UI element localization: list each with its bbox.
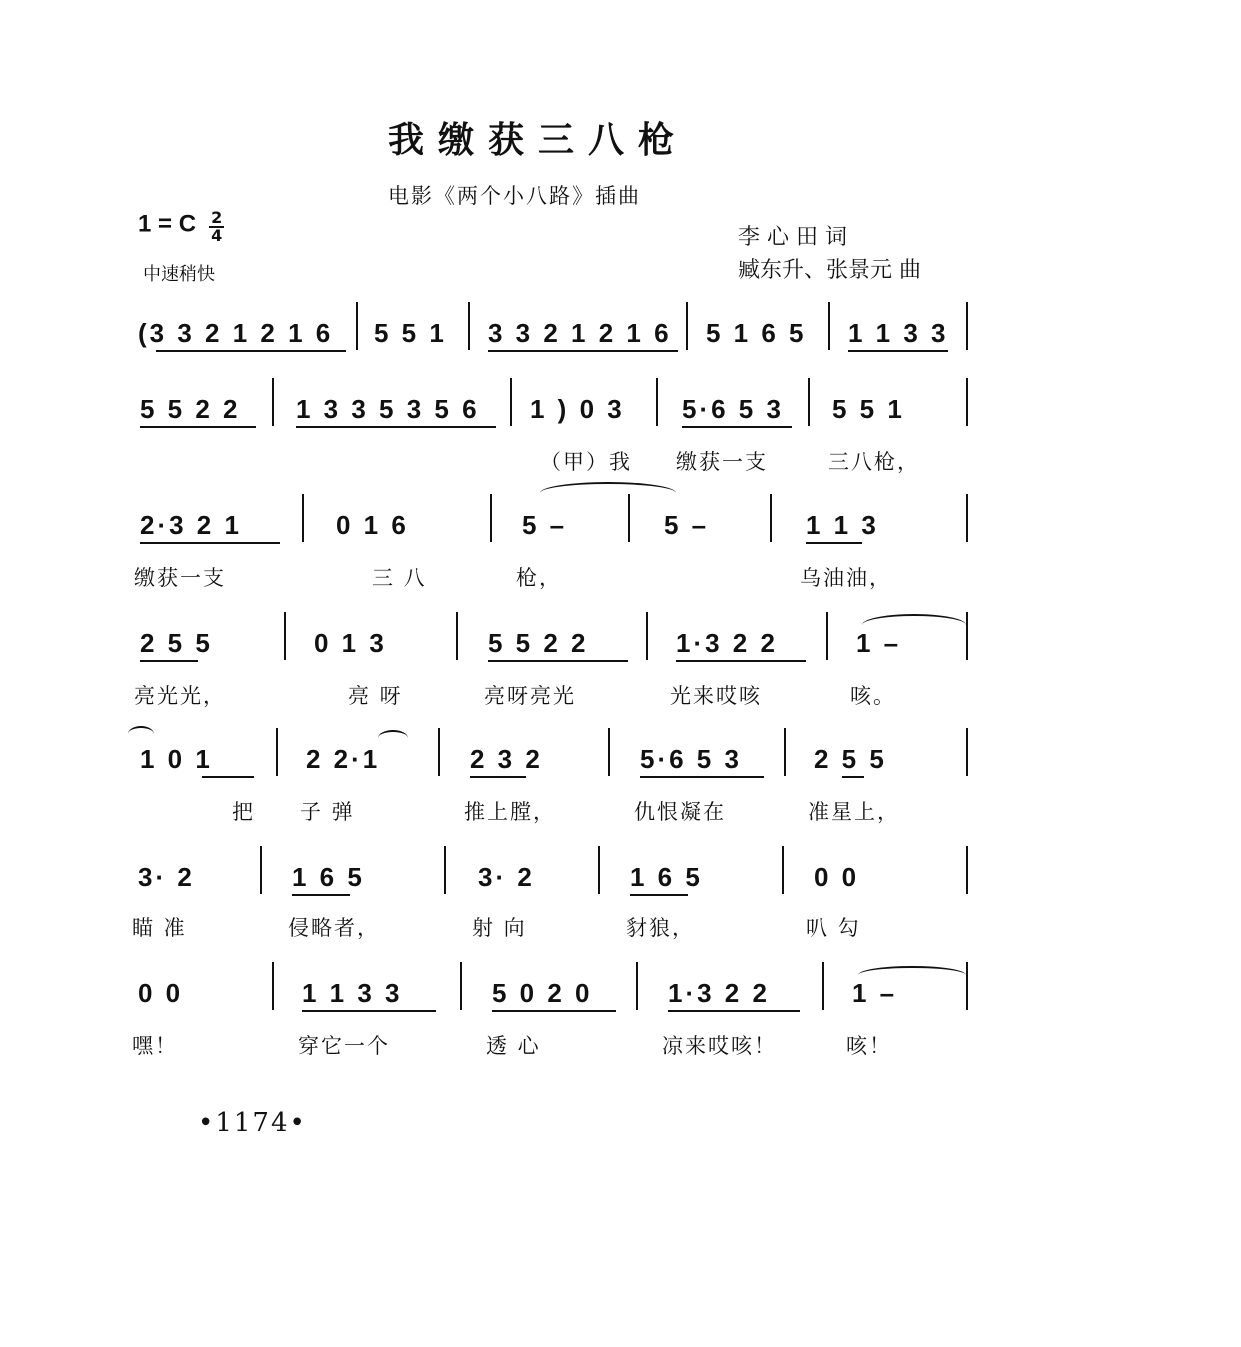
lyric: 推上膛，: [464, 800, 556, 824]
measure: 5 1 6 5: [706, 318, 807, 348]
lyric: 子 弹: [300, 800, 355, 824]
beam: [668, 1010, 800, 1012]
bar-line: [828, 302, 830, 350]
measure: 3 3 2 1 2 1 6: [488, 318, 672, 348]
measure: (3 3 2 1 2 1 6: [138, 318, 334, 348]
measure: 1 1 3: [806, 510, 879, 540]
beam: [488, 660, 628, 662]
lyric: 亮光光，: [134, 684, 226, 708]
lyric: 三八枪，: [828, 450, 920, 474]
bar-line: [276, 728, 278, 776]
measure: 5 –: [522, 510, 568, 540]
beam: [488, 350, 678, 352]
bar-line: [260, 846, 262, 894]
measure: 5 5 1: [374, 318, 447, 348]
time-signature-bottom: 4: [211, 226, 223, 245]
bar-line: [782, 846, 784, 894]
bar-line: [966, 378, 968, 426]
measure: 5·6 5 3: [682, 394, 784, 424]
measure: 1·3 2 2: [676, 628, 778, 658]
song-title: 我缴获三八枪: [388, 119, 689, 161]
tempo-marking: 中速稍快: [143, 264, 215, 285]
measure: 1 1 3 3: [848, 318, 949, 348]
lyric: 光来哎咳: [670, 684, 762, 708]
lyric: 三 八: [372, 566, 427, 590]
lyric: （甲）我: [540, 450, 632, 474]
composer-credit: 臧东升、张景元 曲: [738, 258, 921, 283]
beam: [156, 350, 346, 352]
beam: [676, 660, 806, 662]
tie-continuation: [128, 726, 154, 742]
beam: [640, 776, 764, 778]
beam: [842, 776, 864, 778]
bar-line: [966, 728, 968, 776]
time-signature: [209, 210, 224, 244]
time-signature-top: 2: [211, 208, 223, 227]
beam: [470, 776, 526, 778]
measure: 1 ) 0 3: [530, 394, 625, 424]
measure: 2 3 2: [470, 744, 543, 774]
lyric: 穿它一个: [298, 1034, 390, 1058]
lyric: 透 心: [486, 1034, 541, 1058]
measure: 0 0: [138, 978, 184, 1008]
bar-line: [490, 494, 492, 542]
lyric: 亮呀亮光: [484, 684, 576, 708]
measure: 2 5 5: [140, 628, 213, 658]
bar-line: [808, 378, 810, 426]
measure: 2 5 5: [814, 744, 887, 774]
bar-line: [966, 494, 968, 542]
measure: 3· 2: [478, 862, 535, 892]
key-label: 1 = C: [138, 210, 197, 238]
bar-line: [272, 962, 274, 1010]
lyric: 瞄 准: [132, 916, 187, 940]
bar-line: [598, 846, 600, 894]
lyric: 把: [232, 800, 255, 824]
tie: [540, 482, 676, 504]
beam: [296, 426, 496, 428]
bar-line: [302, 494, 304, 542]
bar-line: [510, 378, 512, 426]
bar-line: [636, 962, 638, 1010]
beam: [848, 350, 948, 352]
lyric: 嘿！: [132, 1034, 178, 1058]
measure: 5 5 2 2: [140, 394, 241, 424]
lyric: 凉来哎咳！: [662, 1034, 777, 1058]
lyric: 侵略者，: [288, 916, 380, 940]
bar-line: [284, 612, 286, 660]
lyric: 乌油油，: [800, 566, 892, 590]
bar-line: [646, 612, 648, 660]
measure: 1 6 5: [292, 862, 365, 892]
measure: 1·3 2 2: [668, 978, 770, 1008]
slur: [378, 730, 408, 746]
lyric: 缴获一支: [134, 566, 226, 590]
lyric: 缴获一支: [676, 450, 768, 474]
bar-line: [456, 612, 458, 660]
beam: [140, 426, 256, 428]
lyric: 亮 呀: [348, 684, 403, 708]
measure: 0 1 3: [314, 628, 387, 658]
beam: [140, 660, 198, 662]
beam: [302, 1010, 436, 1012]
bar-line: [822, 962, 824, 1010]
bar-line: [656, 378, 658, 426]
measure: 5 0 2 0: [492, 978, 593, 1008]
measure: 3· 2: [138, 862, 195, 892]
beam: [140, 542, 280, 544]
bar-line: [272, 378, 274, 426]
bar-line: [686, 302, 688, 350]
lyric: 仇恨凝在: [634, 800, 726, 824]
measure: 5 –: [664, 510, 710, 540]
lyric: 咳。: [850, 684, 896, 708]
measure: 1 0 1: [140, 744, 213, 774]
bar-line: [356, 302, 358, 350]
lyric: 射 向: [472, 916, 527, 940]
bar-line: [444, 846, 446, 894]
beam: [682, 426, 792, 428]
measure: 5 5 2 2: [488, 628, 589, 658]
measure: 1 1 3 3: [302, 978, 403, 1008]
lyric: 豺狼，: [626, 916, 695, 940]
lyric: 准星上，: [808, 800, 900, 824]
bar-line: [438, 728, 440, 776]
lyric: 咳！: [846, 1034, 892, 1058]
bar-line: [468, 302, 470, 350]
bar-line: [608, 728, 610, 776]
measure: 5·6 5 3: [640, 744, 742, 774]
beam: [292, 894, 350, 896]
beam: [202, 776, 254, 778]
bar-line: [770, 494, 772, 542]
key-signature: [138, 210, 224, 244]
measure: 1 3 3 5 3 5 6: [296, 394, 480, 424]
bar-line: [966, 846, 968, 894]
bar-line: [460, 962, 462, 1010]
bar-line: [784, 728, 786, 776]
beam: [806, 542, 862, 544]
lyric: 枪，: [516, 566, 562, 590]
beam: [630, 894, 688, 896]
beam: [492, 1010, 616, 1012]
measure: 2 2·1: [306, 744, 381, 774]
measure: 1 6 5: [630, 862, 703, 892]
bar-line: [826, 612, 828, 660]
measure: 1 –: [852, 978, 898, 1008]
measure: 2·3 2 1: [140, 510, 242, 540]
song-subtitle: 电影《两个小八路》插曲: [388, 184, 641, 208]
lyric: 叭 勾: [806, 916, 861, 940]
bar-line: [966, 302, 968, 350]
bar-line: [966, 962, 968, 1010]
page-number: •1174•: [198, 1108, 307, 1138]
measure: 0 1 6: [336, 510, 409, 540]
measure: 1 –: [856, 628, 902, 658]
measure: 5 5 1: [832, 394, 905, 424]
measure: 0 0: [814, 862, 860, 892]
bar-line: [628, 494, 630, 542]
lyricist-credit: 李 心 田 词: [738, 225, 847, 250]
bar-line: [966, 612, 968, 660]
